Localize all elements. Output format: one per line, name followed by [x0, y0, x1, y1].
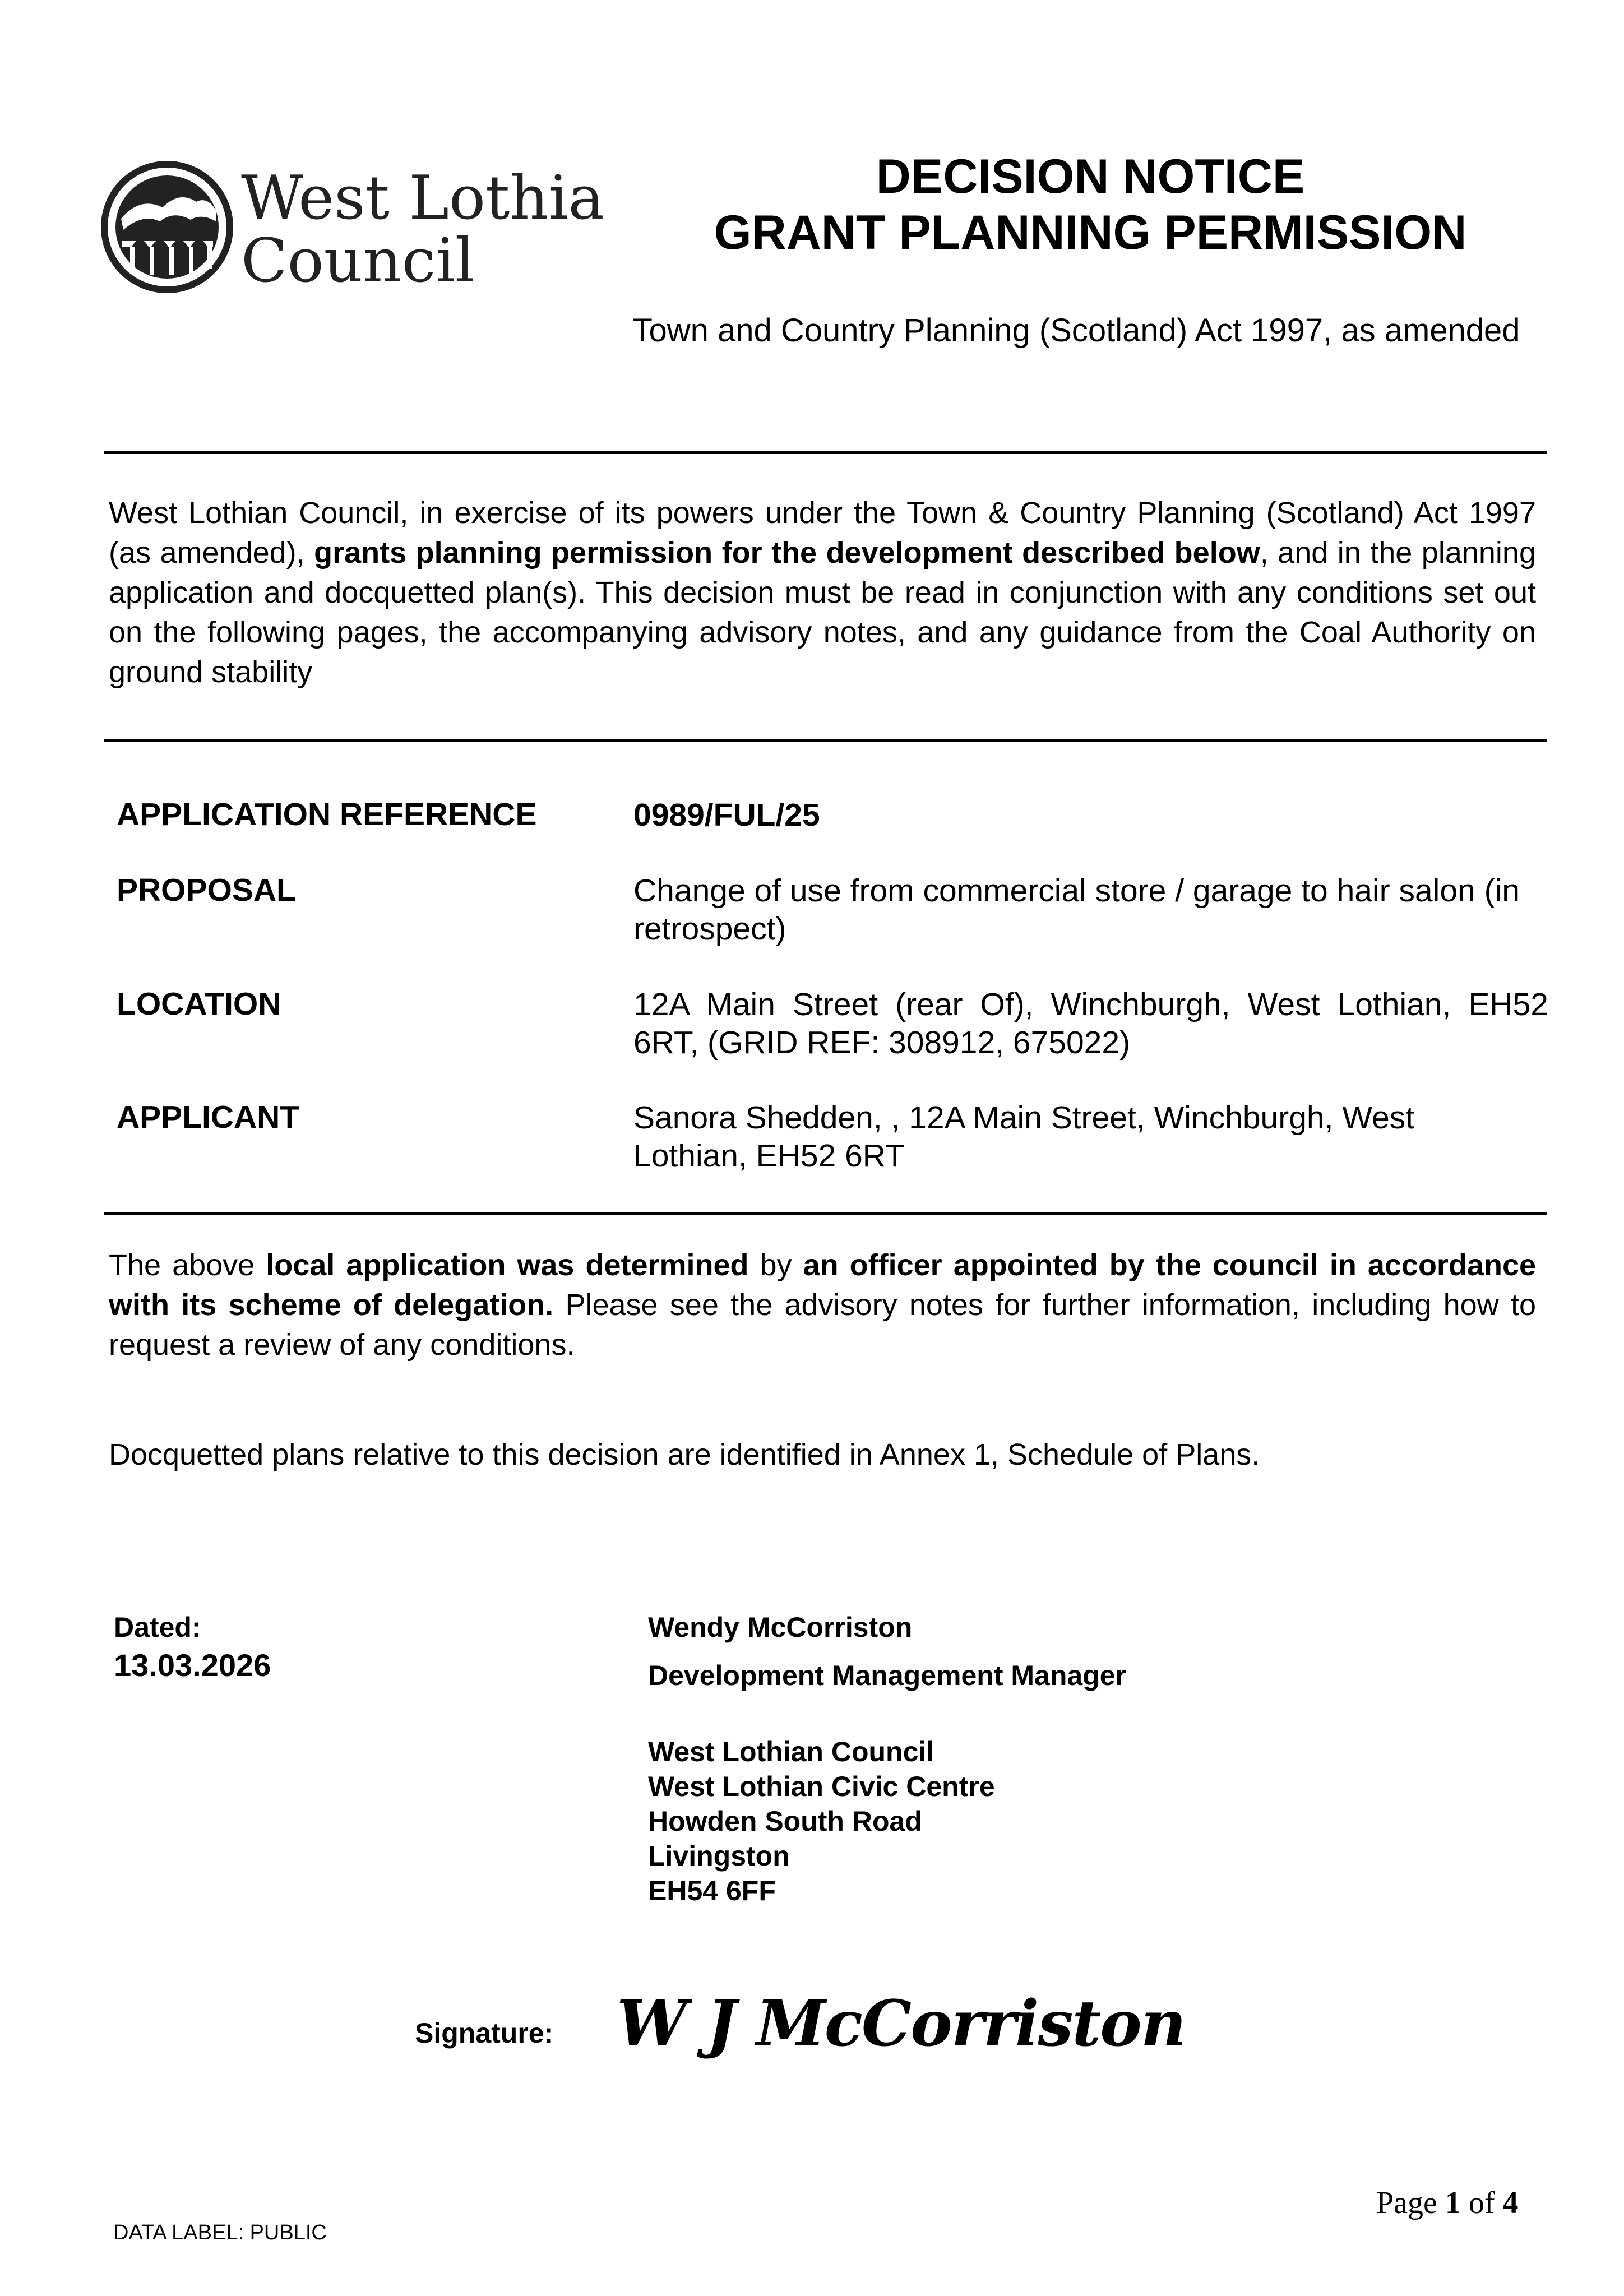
logo-line1: West Lothian — [241, 163, 605, 233]
divider — [104, 1212, 1547, 1215]
proposal-value: Change of use from commercial store / garage to hair salon (in retrospect) — [633, 873, 1520, 947]
dated-value: 13.03.2026 — [114, 1647, 271, 1683]
officer-name: Wendy McCorriston — [648, 1612, 913, 1643]
divider — [104, 739, 1547, 742]
act-reference: Town and Country Planning (Scotland) Act 1997, as amended — [632, 312, 1520, 349]
intro-paragraph: West Lothian Council, in exercise of its powers under the Town & Country Planning (Scotland) Act 1997 (as amended), grants planning permission for the development described below, and in the planning application and docquetted plan(s). This decision must be read in conjunction with any conditions set out on the following pages, the accompanying advisory notes, and any guidance from the Coal Authority on ground stability — [109, 496, 1536, 689]
proposal-label: PROPOSAL — [117, 872, 296, 908]
data-label: DATA LABEL: PUBLIC — [113, 2221, 327, 2244]
intro-bold: grants planning permission for the development described below — [314, 536, 1260, 570]
council-address: West Lothian Council West Lothian Civic Centre Howden South Road Livingston EH54 6FF — [648, 1736, 995, 1906]
determination-paragraph: The above local application was determined by an officer appointed by the council in accordance with its scheme of delegation. Please see the advisory notes for further information, including how to request a review of any conditions. — [109, 1248, 1537, 1362]
location-value: 12A Main Street (rear Of), Winchburgh, West Lothian, EH52 6RT, (GRID REF: 308912, 675022) — [633, 987, 1548, 1061]
logo-line2: Council — [241, 226, 475, 296]
council-logo — [101, 157, 605, 297]
notice-title: DECISION NOTICE — [876, 150, 1305, 203]
signature-label: Signature: — [415, 2017, 554, 2049]
divider — [104, 451, 1547, 454]
notice-subtitle: GRANT PLANNING PERMISSION — [714, 206, 1467, 260]
page-number: Page 1 of 4 — [1376, 2186, 1519, 2220]
application-reference-label: APPLICATION REFERENCE — [117, 797, 537, 832]
applicant-label: APPLICANT — [117, 1099, 300, 1135]
dated-label: Dated: — [114, 1612, 201, 1643]
applicant-value: Sanora Shedden, , 12A Main Street, Winchburgh, West Lothian, EH52 6RT — [633, 1100, 1415, 1174]
application-reference-value: 0989/FUL/25 — [633, 797, 820, 833]
officer-role: Development Management Manager — [648, 1660, 1126, 1691]
council-crest-icon — [101, 157, 605, 297]
docquetted-plans-note: Docquetted plans relative to this decision are identified in Annex 1, Schedule of Plans. — [109, 1438, 1260, 1471]
location-label: LOCATION — [117, 986, 281, 1022]
signature: W J McCorriston — [617, 1987, 1186, 2061]
